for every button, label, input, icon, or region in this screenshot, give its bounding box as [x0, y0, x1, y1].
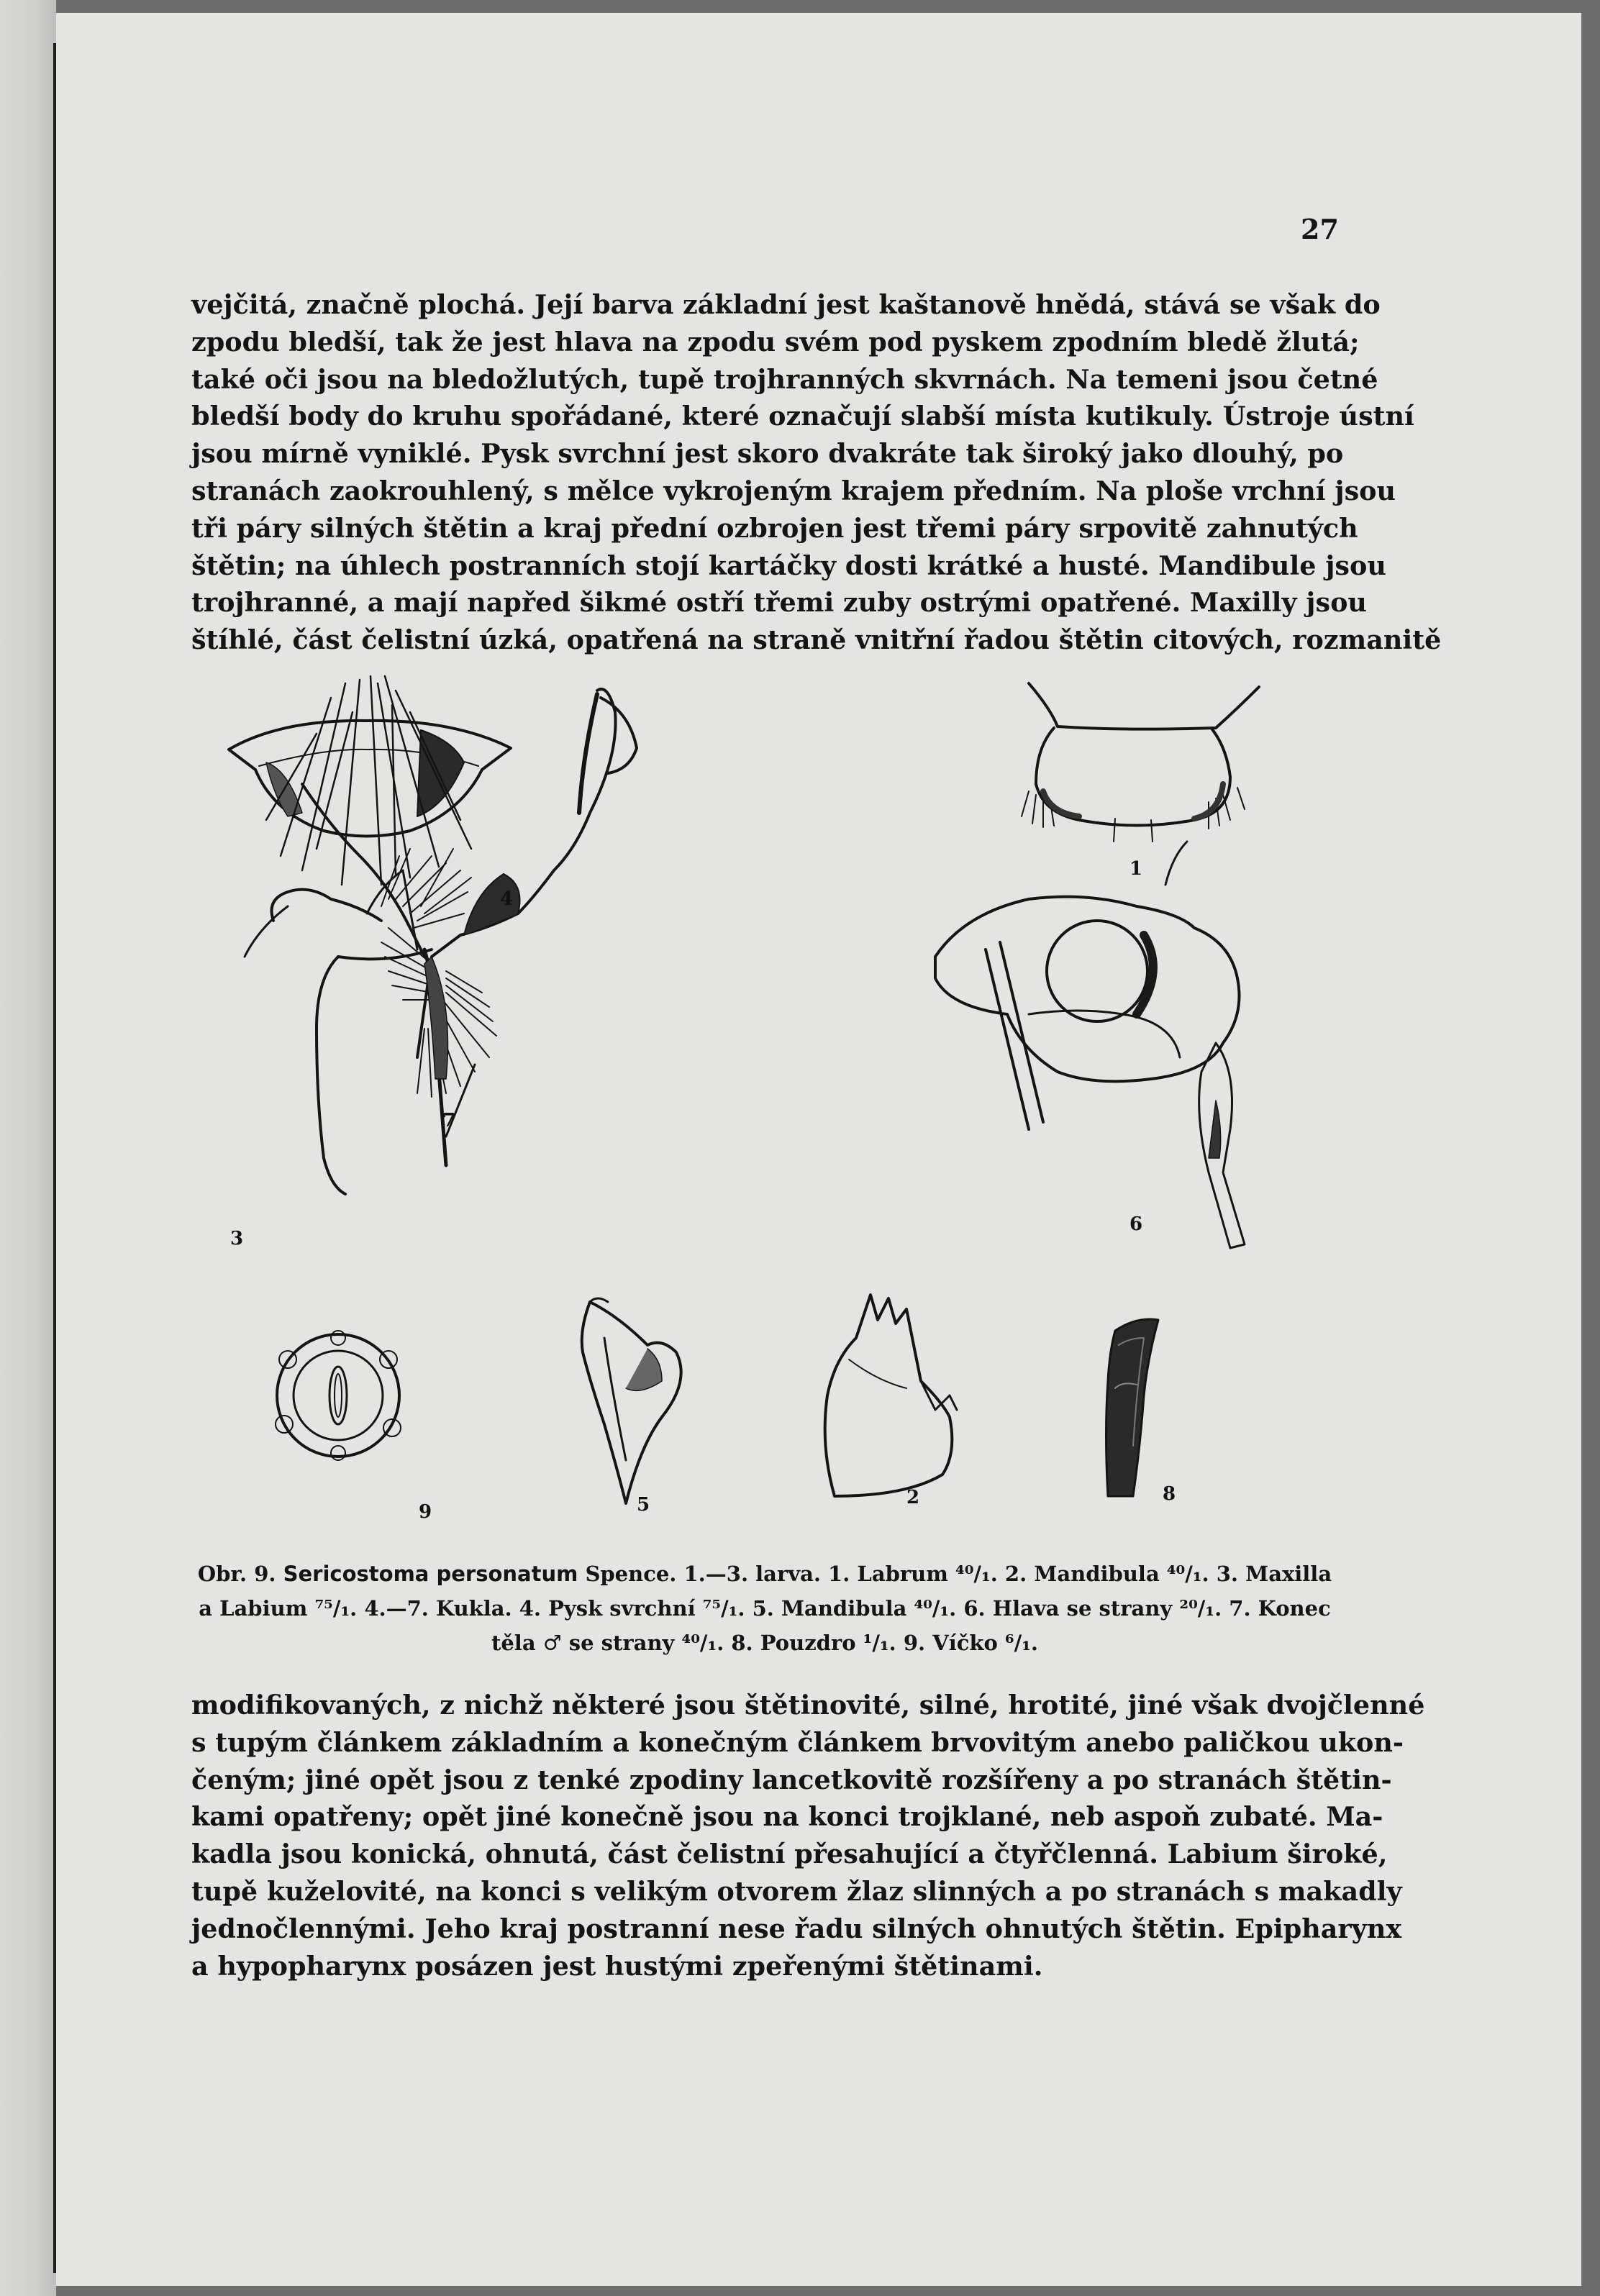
text-line: kami opatřeny; opět jiné konečně jsou na konci trojklané, neb aspoň zubaté. Ma- — [191, 1801, 1383, 1833]
text-line: také oči jsou na bledožlutých, tupě trojhranných skvrnách. Na temeni jsou četné — [191, 363, 1378, 395]
text-line: tupě kuželovité, na konci s velikým otvorem žlaz slinných a po stranách s makadly — [191, 1875, 1402, 1907]
text-line: jednočlennými. Jeho kraj postranní nese řadu silných ohnutých štětin. Epipharynx — [191, 1913, 1402, 1944]
text-line: štětin; na úhlech postranních stojí kartáčky dosti krátké a husté. Mandibule jsou — [191, 550, 1386, 581]
text-line: bledší body do kruhu spořádané, které označují slabší místa kutikuly. Ústroje ústní — [191, 401, 1414, 432]
fig9-case-lid-drawing — [276, 1331, 401, 1460]
text-line: s tupým článkem základním a konečným článkem brvovitým anebo paličkou ukon- — [191, 1726, 1404, 1758]
fig2-mandible-larva-drawing — [825, 1295, 957, 1496]
figure-caption — [191, 1557, 1338, 1660]
paragraph-bottom — [191, 1687, 1425, 1985]
text-line: vejčitá, značně plochá. Její barva základní jest kaštanově hnědá, stává se však do — [191, 289, 1381, 320]
caption-line-1-rest: Spence. 1.—3. larva. 1. Labrum ⁴⁰/₁. 2. Mandibula ⁴⁰/₁. 3. Maxilla — [585, 1562, 1332, 1586]
text-line: modifikovaných, z nichž některé jsou štětinovité, silné, hrotité, jiné však dvojčlenné — [191, 1690, 1425, 1721]
figure-label-4: 4 — [500, 888, 514, 910]
fig8-case-drawing — [1106, 1319, 1159, 1496]
figure-label-5: 5 — [637, 1494, 650, 1516]
text-line: trojhranné, a mají napřed šikmé ostří třemi zuby ostrými opatřené. Maxilly jsou — [191, 587, 1367, 619]
text-line: tři páry silných štětin a kraj přední ozbrojen jest třemi páry srpovitě zahnutých — [191, 512, 1358, 544]
caption-line-2: a Labium ⁷⁵/₁. 4.—7. Kukla. 4. Pysk svrchní ⁷⁵/₁. 5. Mandibula ⁴⁰/₁. 6. Hlava se strany ²⁰/₁. 7. Konec — [199, 1596, 1331, 1621]
fig6-head-side-drawing — [935, 842, 1245, 1248]
figure-label-6: 6 — [1129, 1213, 1143, 1235]
text-line: jsou mírně vyniklé. Pysk svrchní jest skoro dvakráte tak široký jako dlouhý, po — [191, 438, 1344, 470]
figure-label-8: 8 — [1163, 1483, 1176, 1505]
caption-line-3: těla ♂ se strany ⁴⁰/₁. 8. Pouzdro ¹/₁. 9. Víčko ⁶/₁. — [491, 1631, 1039, 1655]
figure-label-1: 1 — [1129, 858, 1143, 880]
caption-figure-number: Obr. 9. — [197, 1562, 276, 1586]
figure-label-3: 3 — [230, 1228, 244, 1249]
page-number: 27 — [1301, 213, 1339, 245]
text-line: štíhlé, část čelistní úzká, opatřená na straně vnitřní řadou štětin citových, rozmanitě — [191, 624, 1442, 656]
paragraph-top — [191, 286, 1442, 659]
caption-line-1 — [191, 1557, 1338, 1591]
caption-species-name: Sericostoma personatum — [283, 1562, 578, 1586]
page-binding-shadow — [0, 0, 56, 2296]
text-line: a hypopharynx posázen jest hustými zpeřenými štětinami. — [191, 1950, 1043, 1982]
fig1-labrum-larva-drawing — [1022, 683, 1259, 842]
fig4-labrum-pupa-drawing — [229, 676, 511, 885]
fig5-mandible-pupa-drawing — [582, 1298, 681, 1503]
text-line: čeným; jiné opět jsou z tenké zpodiny lancetkovitě rozšířeny a po stranách štětin- — [191, 1764, 1392, 1795]
text-line: zpodu bledší, tak že jest hlava na zpodu svém pod pyskem zpodním bledě žlutá; — [191, 326, 1360, 357]
figure-label-7: 7 — [442, 1110, 456, 1131]
text-line: kadla jsou konická, ohnutá, část čelistní přesahující a čtyřčlenná. Labium široké, — [191, 1839, 1388, 1870]
figure-label-2: 2 — [906, 1487, 920, 1508]
anatomy-figure — [216, 669, 1367, 1532]
text-line: stranách zaokrouhlený, s mělce vykrojeným krajem předním. Na ploše vrchní jsou — [191, 475, 1396, 506]
fig3-maxilla-labium-drawing — [245, 849, 475, 1194]
figure-label-9: 9 — [419, 1501, 432, 1523]
